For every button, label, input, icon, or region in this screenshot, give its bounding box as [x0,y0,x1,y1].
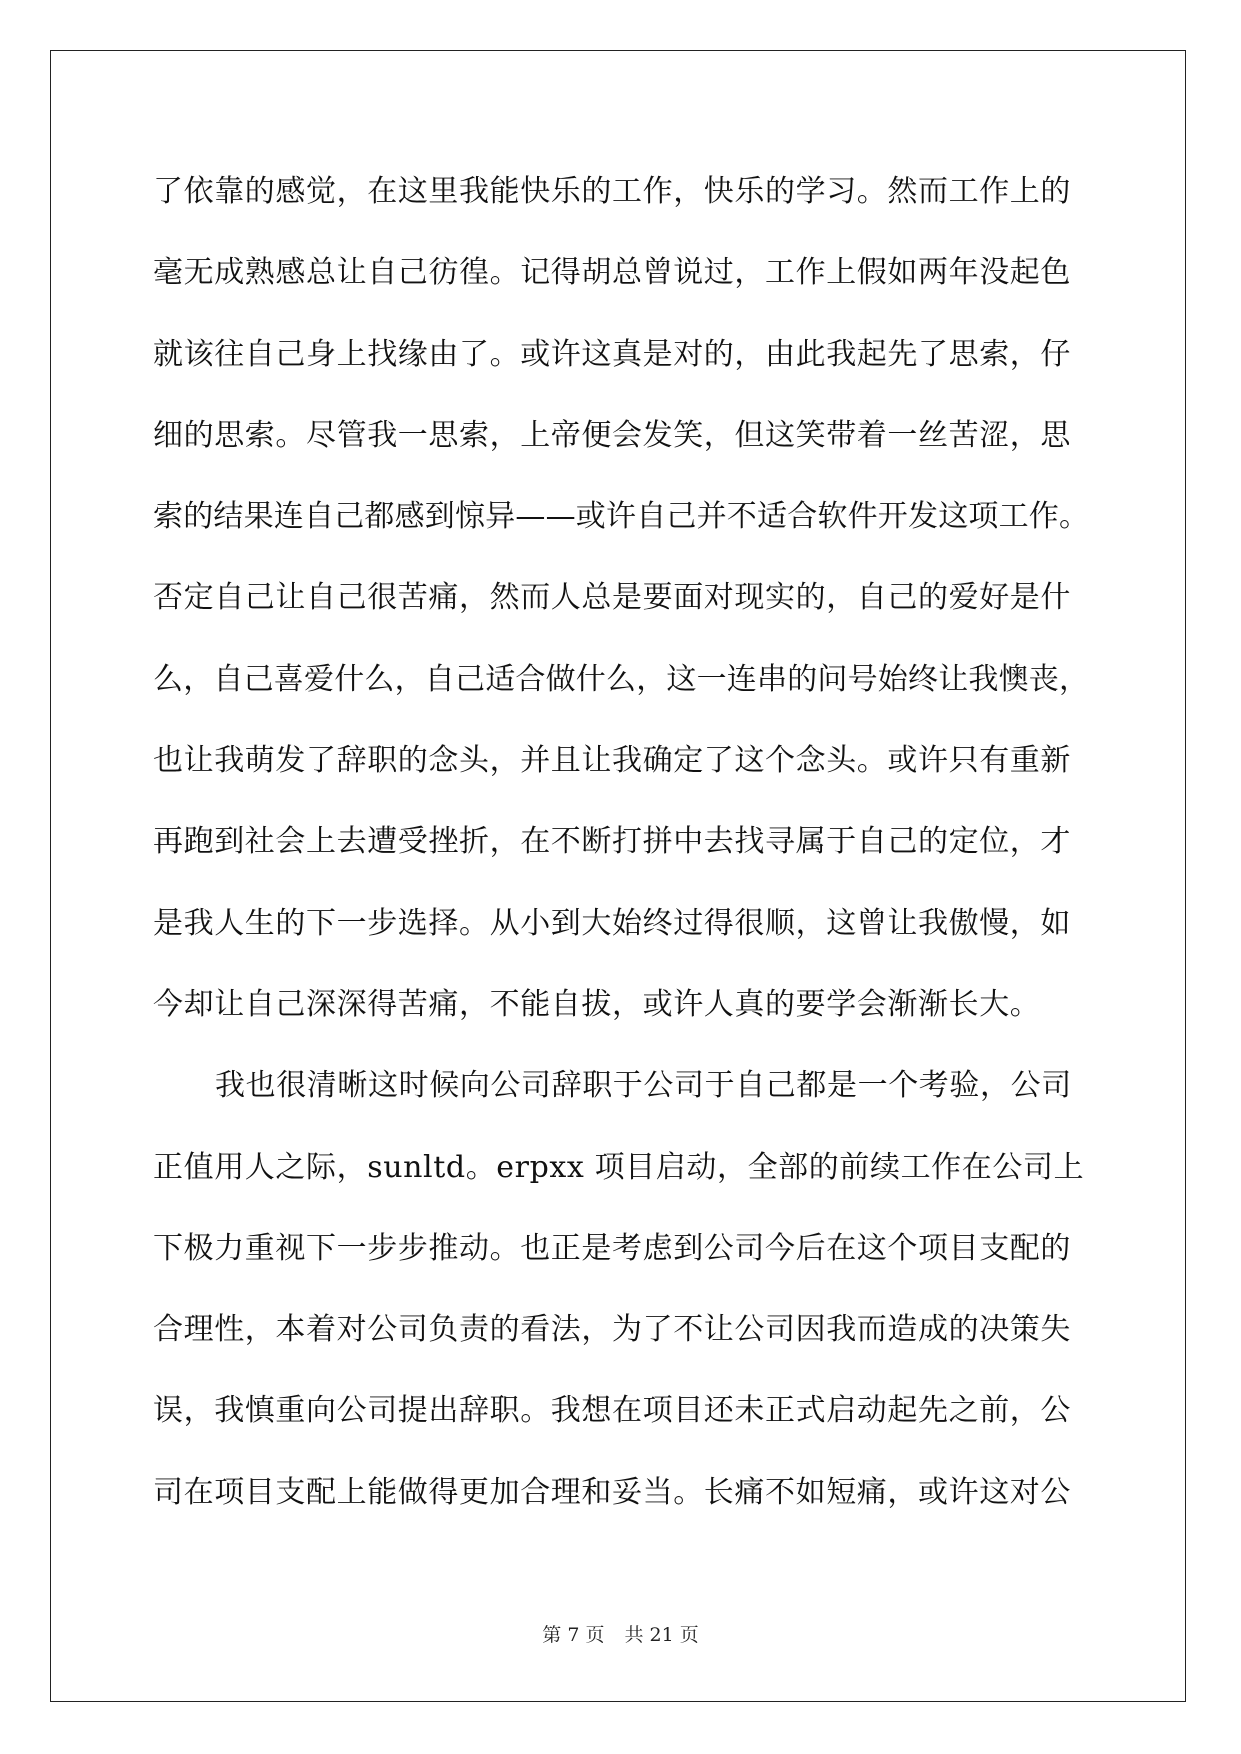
body-text [153,164,1093,1546]
text-line: 毫无成熟感总让自己彷徨。记得胡总曾说过，工作上假如两年没起色 [153,255,1071,291]
text-line: 么，自己喜爱什么，自己适合做什么，这一连串的问号始终让我懊丧， [153,661,1090,697]
text-line: 也让我萌发了辞职的念头，并且让我确定了这个念头。或许只有重新 [153,743,1071,779]
text-line: 司在项目支配上能做得更加合理和妥当。长痛不如短痛，或许这对公 [153,1474,1071,1510]
text-line: 索的结果连自己都感到惊异——或许自己并不适合软件开发这项工作。 [153,499,1090,535]
text-line: 误，我慎重向公司提出辞职。我想在项目还未正式启动起先之前，公 [153,1393,1071,1429]
text-line-indented: 我也很清晰这时候向公司辞职于公司于自己都是一个考验，公司 [215,1068,1072,1104]
text-line: 是我人生的下一步选择。从小到大始终过得很顺，这曾让我傲慢，如 [153,905,1071,941]
text-line: 细的思索。尽管我一思索，上帝便会发笑，但这笑带着一丝苦涩，思 [153,417,1071,453]
text-line: 了依靠的感觉，在这里我能快乐的工作，快乐的学习。然而工作上的 [153,174,1071,209]
text-line: 就该往自己身上找缘由了。或许这真是对的，由此我起先了思索，仔 [153,336,1071,372]
page-footer [0,1620,1241,1647]
text-line: 下极力重视下一步步推动。也正是考虑到公司今后在这个项目支配的 [153,1230,1071,1266]
text-line: 否定自己让自己很苦痛，然而人总是要面对现实的，自己的爱好是什 [153,580,1071,616]
text-line: 今却让自己深深得苦痛，不能自拔，或许人真的要学会渐渐长大。 [153,986,1041,1022]
text-line: 再跑到社会上去遭受挫折，在不断打拼中去找寻属于自己的定位，才 [153,824,1071,860]
page-number: 第 7 页 [542,1624,605,1646]
text-line: 合理性，本着对公司负责的看法，为了不让公司因我而造成的决策失 [153,1312,1071,1348]
page-total: 共 21 页 [624,1624,699,1646]
text-line: 正值用人之际，sunltd。erpxx 项目启动，全部的前续工作在公司上 [153,1149,1085,1185]
